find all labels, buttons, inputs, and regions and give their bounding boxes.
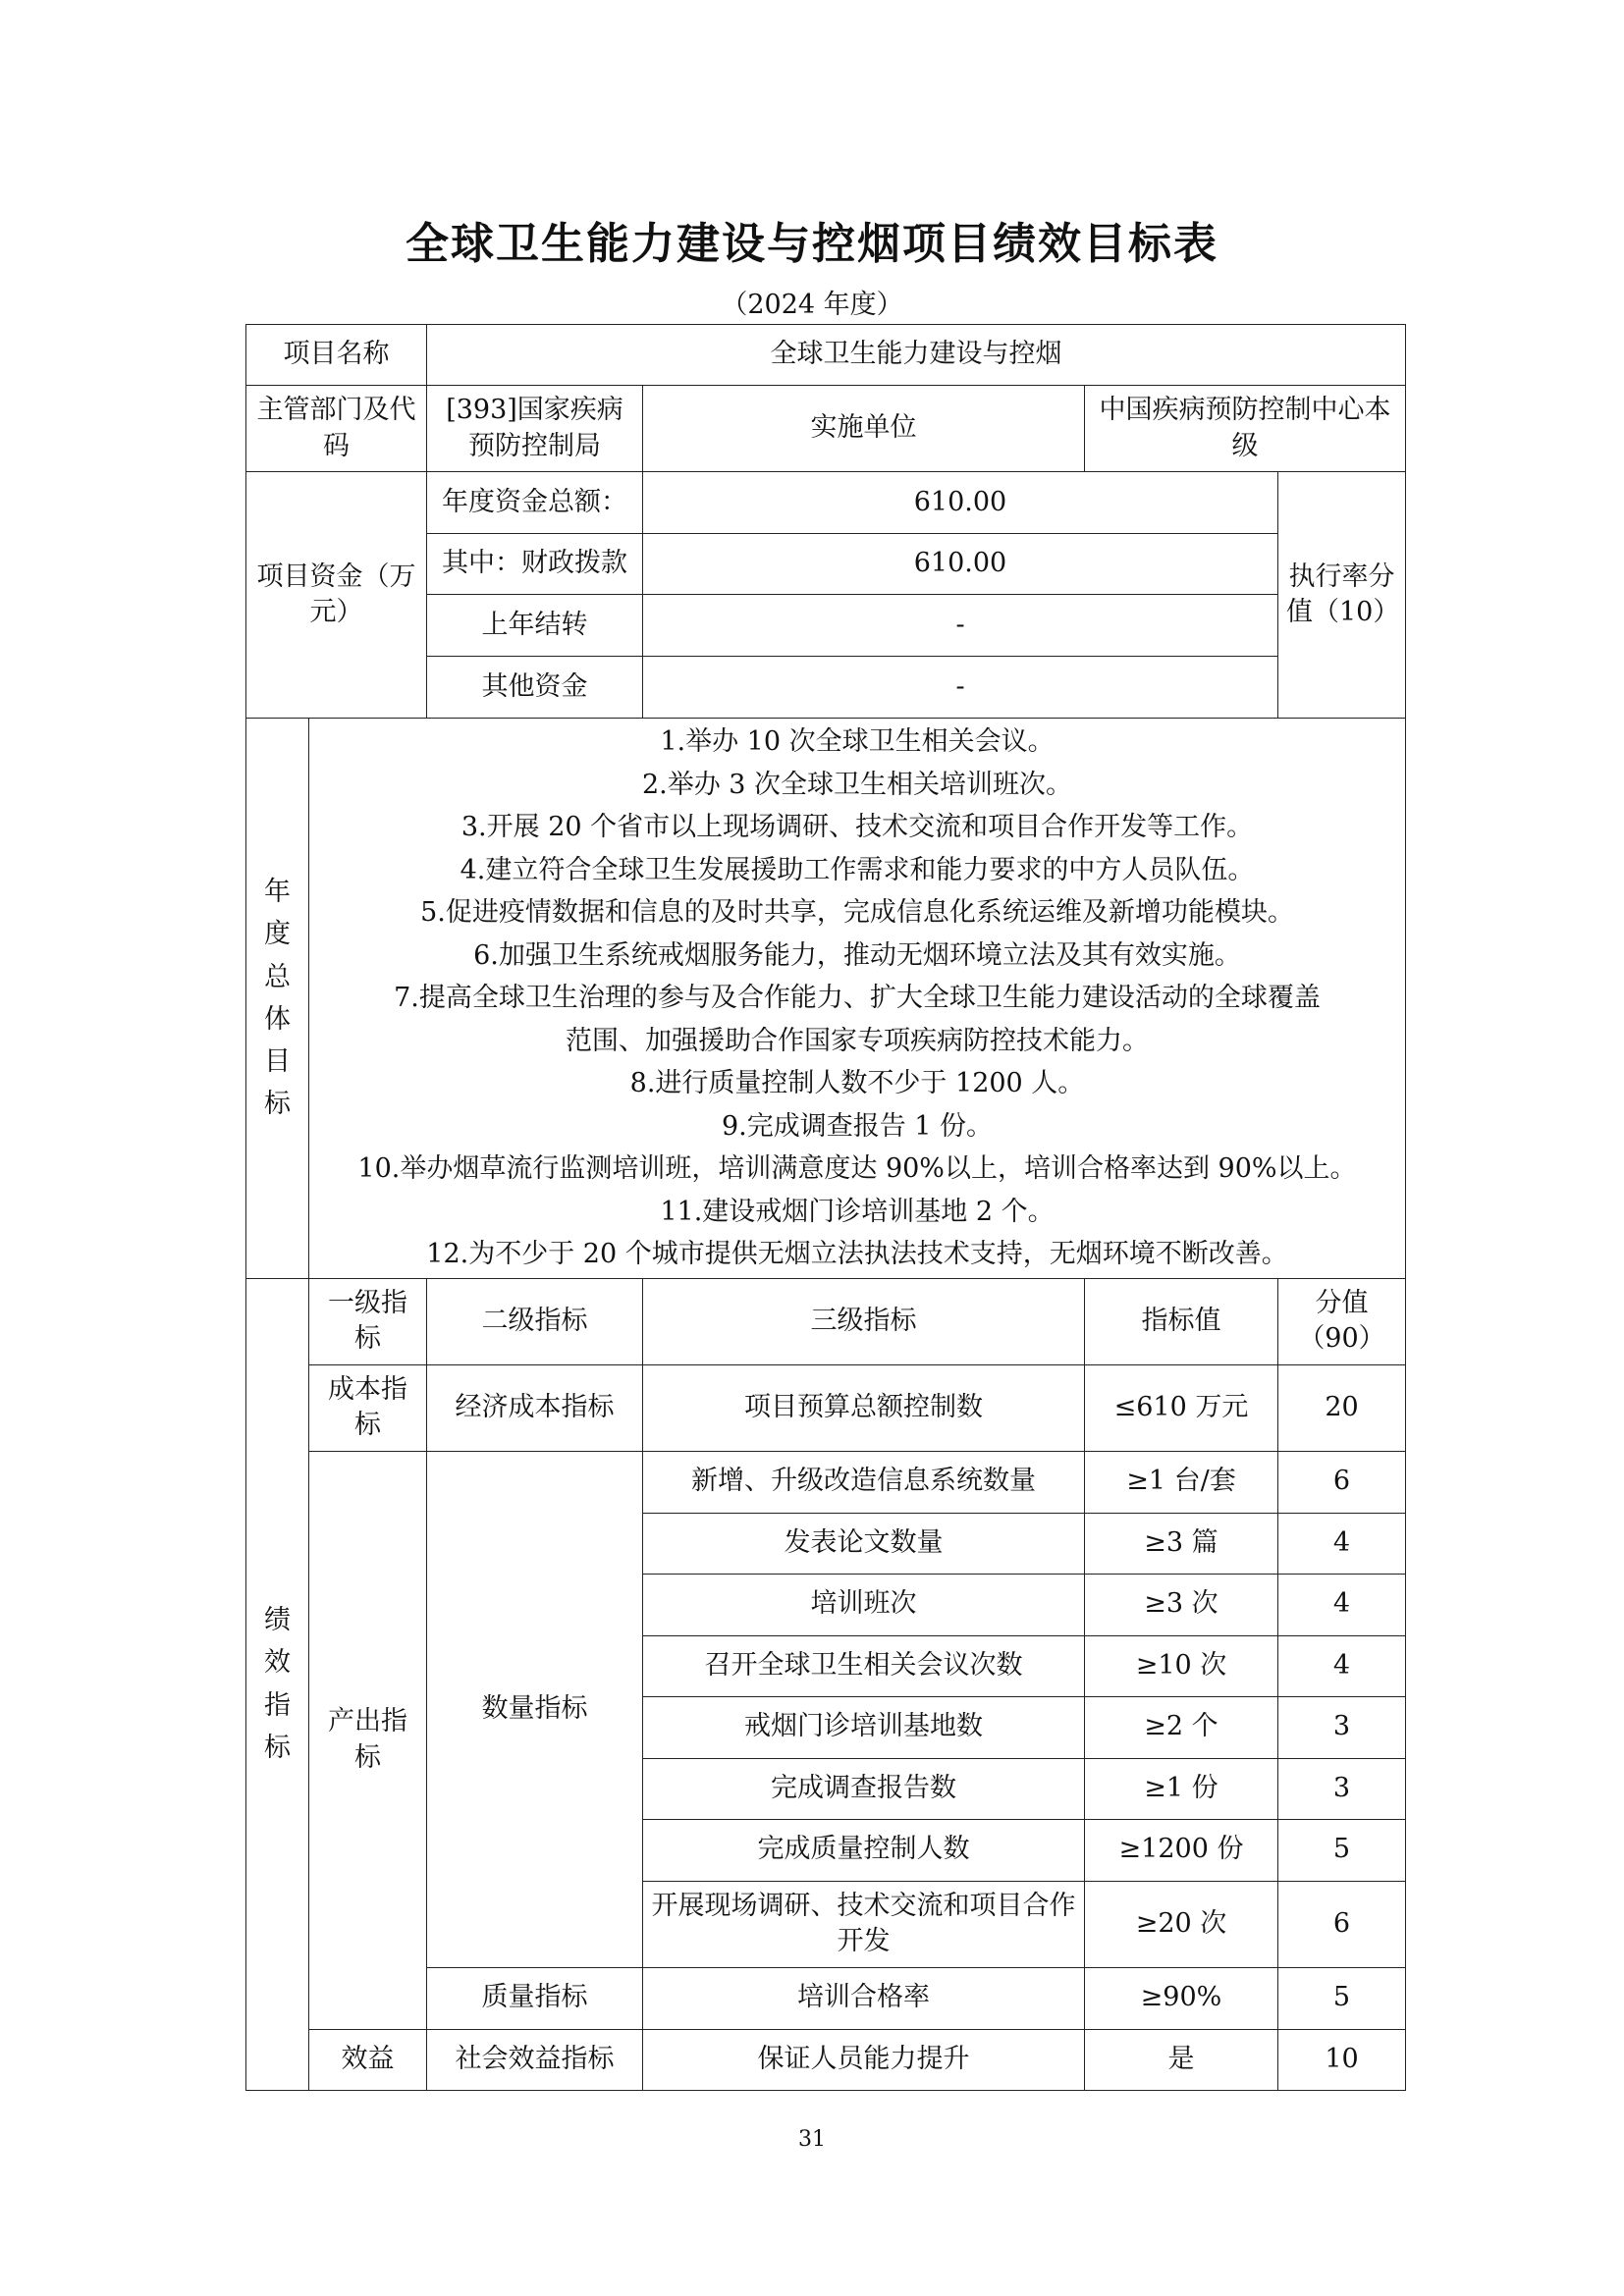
indicator-value: ≥1 台/套	[1085, 1451, 1278, 1513]
indicator-value: ≥10 次	[1085, 1635, 1278, 1696]
header-score: 分值（90）	[1278, 1278, 1406, 1364]
header-level2: 二级指标	[427, 1278, 643, 1364]
output-level1: 产出指标	[309, 1451, 427, 2029]
goal-item: 5.促进疫情数据和信息的及时共享，完成信息化系统运维及新增功能模块。	[420, 897, 1294, 928]
funds-label: 项目资金（万元）	[246, 472, 427, 719]
indicator-name: 发表论文数量	[643, 1513, 1085, 1574]
implementer-value: 中国疾病预防控制中心本级	[1085, 386, 1406, 472]
indicator-score: 6	[1278, 1881, 1406, 1967]
funds-carryover-value: -	[643, 595, 1278, 657]
cost-level1: 成本指标	[309, 1364, 427, 1451]
indicator-name: 戒烟门诊培训基地数	[643, 1696, 1085, 1758]
quality-level2: 质量指标	[427, 1967, 643, 2029]
indicator-name: 开展现场调研、技术交流和项目合作开发	[643, 1881, 1085, 1967]
header-value: 指标值	[1085, 1278, 1278, 1364]
indicator-name: 完成调查报告数	[643, 1758, 1085, 1819]
cost-level2: 经济成本指标	[427, 1364, 643, 1451]
indicator-name: 培训合格率	[643, 1967, 1085, 2029]
indicator-value: ≥1 份	[1085, 1758, 1278, 1819]
table-row	[246, 1364, 1406, 1451]
indicator-score: 5	[1278, 1819, 1406, 1881]
goal-item: 7.提高全球卫生治理的参与及合作能力、扩大全球卫生能力建设活动的全球覆盖	[394, 983, 1321, 1013]
header-level3: 三级指标	[643, 1278, 1085, 1364]
funds-fiscal-label: 其中：财政拨款	[427, 534, 643, 595]
indicator-score: 4	[1278, 1635, 1406, 1696]
funds-total-label: 年度资金总额：	[427, 472, 643, 534]
benefit-level3: 保证人员能力提升	[643, 2029, 1085, 2090]
project-name-row	[246, 325, 1406, 386]
page-number: 31	[798, 2127, 826, 2152]
page-title: 全球卫生能力建设与控烟项目绩效目标表	[406, 219, 1218, 269]
goal-item: 6.加强卫生系统戒烟服务能力，推动无烟环境立法及其有效实施。	[473, 939, 1241, 971]
goal-item: 范围、加强援助合作国家专项疾病防控技术能力。	[566, 1025, 1149, 1056]
annual-goals-row	[246, 719, 1406, 1279]
annual-goals-list	[309, 719, 1406, 1279]
department-row	[246, 386, 1406, 472]
indicator-value: ≥3 次	[1085, 1574, 1278, 1635]
indicator-name: 培训班次	[643, 1574, 1085, 1635]
cost-level3: 项目预算总额控制数	[643, 1364, 1085, 1451]
project-name-label: 项目名称	[246, 325, 427, 386]
goal-item: 1.举办 10 次全球卫生相关会议。	[660, 726, 1055, 757]
report-year: （2024 年度）	[721, 290, 903, 320]
header-level1: 一级指标	[309, 1278, 427, 1364]
goal-item: 8.进行质量控制人数不少于 1200 人。	[629, 1068, 1085, 1098]
benefit-level2: 社会效益指标	[427, 2029, 643, 2090]
indicator-value: ≥3 篇	[1085, 1513, 1278, 1574]
indicators-header-row	[246, 1278, 1406, 1364]
benefit-value: 是	[1085, 2029, 1278, 2090]
execution-rate-label: 执行率分值（10）	[1278, 472, 1406, 719]
annual-goals-label: 年度总体目标	[246, 719, 309, 1279]
implementer-label: 实施单位	[643, 386, 1085, 472]
goal-item: 12.为不少于 20 个城市提供无烟立法执法技术支持，无烟环境不断改善。	[426, 1239, 1288, 1269]
indicator-score: 6	[1278, 1451, 1406, 1513]
funds-total-row	[246, 472, 1406, 534]
funds-other-label: 其他资金	[427, 657, 643, 719]
quantity-level2: 数量指标	[427, 1451, 643, 1967]
table-row	[246, 1451, 1406, 1513]
cost-score: 20	[1278, 1364, 1406, 1451]
indicator-name: 完成质量控制人数	[643, 1819, 1085, 1881]
funds-other-value: -	[643, 657, 1278, 719]
indicator-score: 3	[1278, 1696, 1406, 1758]
goal-item: 2.举办 3 次全球卫生相关培训班次。	[641, 769, 1073, 800]
indicator-score: 4	[1278, 1513, 1406, 1574]
project-name-value: 全球卫生能力建设与控烟	[427, 325, 1406, 386]
goal-item: 9.完成调查报告 1 份。	[721, 1110, 994, 1142]
indicator-score: 4	[1278, 1574, 1406, 1635]
funds-fiscal-value: 610.00	[643, 534, 1278, 595]
indicator-name: 召开全球卫生相关会议次数	[643, 1635, 1085, 1696]
indicator-value: ≥90%	[1085, 1967, 1278, 2029]
funds-carryover-label: 上年结转	[427, 595, 643, 657]
indicator-name: 新增、升级改造信息系统数量	[643, 1451, 1085, 1513]
goal-item: 4.建立符合全球卫生发展援助工作需求和能力要求的中方人员队伍。	[460, 854, 1255, 885]
indicator-value: ≥2 个	[1085, 1696, 1278, 1758]
funds-total-value: 610.00	[643, 472, 1278, 534]
indicators-section-label: 绩效指标	[246, 1278, 309, 2090]
department-value: [393]国家疾病预防控制局	[427, 386, 643, 472]
performance-target-table	[245, 324, 1406, 2091]
cost-value: ≤610 万元	[1085, 1364, 1278, 1451]
indicator-score: 5	[1278, 1967, 1406, 2029]
goal-item: 3.开展 20 个省市以上现场调研、技术交流和项目合作开发等工作。	[460, 812, 1254, 842]
table-row	[246, 2029, 1406, 2090]
indicator-value: ≥1200 份	[1085, 1819, 1278, 1881]
benefit-level1: 效益	[309, 2029, 427, 2090]
goal-item: 11.建设戒烟门诊培训基地 2 个。	[660, 1196, 1055, 1227]
benefit-score: 10	[1278, 2029, 1406, 2090]
indicator-value: ≥20 次	[1085, 1881, 1278, 1967]
department-label: 主管部门及代码	[246, 386, 427, 472]
goal-item: 10.举办烟草流行监测培训班，培训满意度达 90%以上，培训合格率达到 90%以上。	[357, 1153, 1357, 1184]
indicator-score: 3	[1278, 1758, 1406, 1819]
